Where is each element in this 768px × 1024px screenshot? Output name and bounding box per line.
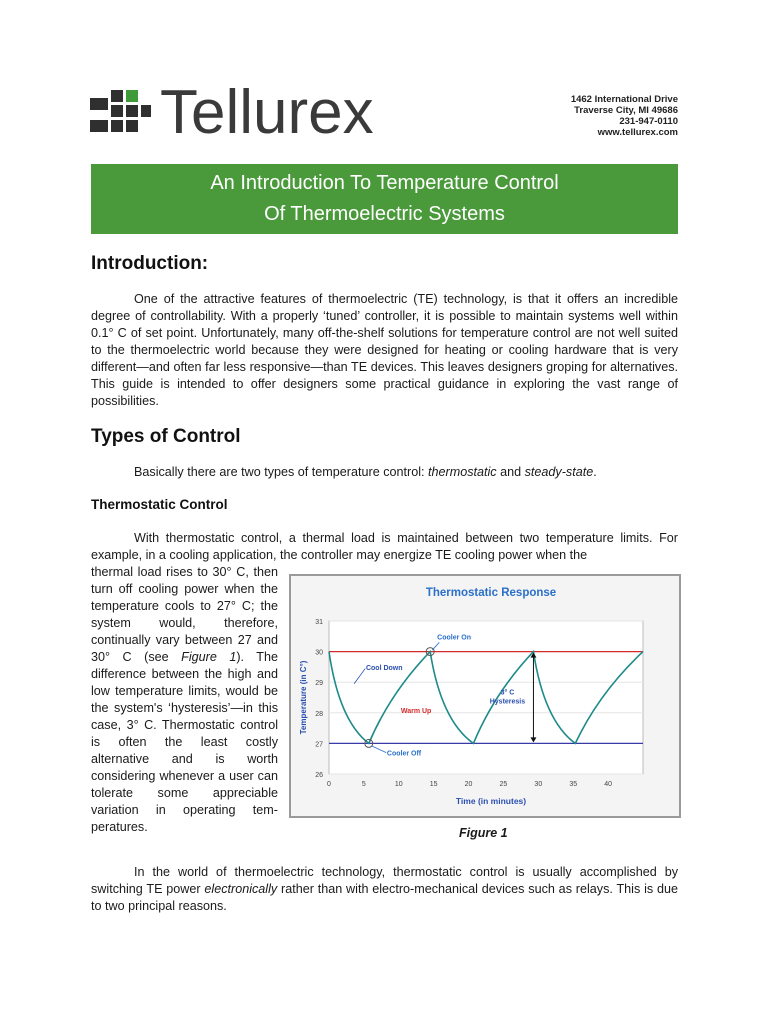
address-phone: 231-947-0110 <box>619 116 678 127</box>
closing-text-b: rather than with electro-mechanical devices such as relays. This is due to two principal reasons. <box>91 882 678 913</box>
intro-paragraph: One of the attractive features of thermoelectric (TE) technology, is that it offers an incredible degree of controllability. With a properly ‘tuned’ controller, it is possible to maintain systems well within 0.1° C of set point. Unfortunately, many off-the-shelf solutions for temperature control are not well suited to the thermoelectric world because they were designed for heating or cooling hardware that is very different—and often far less responsive—than TE devices. This leaves designers groping for alternatives. This guide is intended to offer designers some practical guidance in exploring the vast range of possibilities. <box>91 292 678 408</box>
chart-annotation: Warm Up <box>400 707 432 715</box>
x-tick-label: 30 <box>534 781 543 788</box>
x-axis-label: Time (in minutes) <box>455 796 527 806</box>
thermostatic-heading: Thermostatic Control <box>91 497 228 512</box>
wrap-text-a: thermal load rises to 30° C, then turn off cooling power when the temperature cools to 27° C; the system would, therefore, continually vary between 27 and 30° C (see <box>91 565 278 664</box>
x-tick-label: 35 <box>569 781 578 788</box>
types-paragraph <box>91 464 678 481</box>
x-tick-label: 10 <box>394 781 403 788</box>
figure-caption: Figure 1 <box>459 826 508 840</box>
chart-annotation: Hysteresis <box>489 698 526 706</box>
chart-annotation: 3° C <box>500 689 515 697</box>
types-end: . <box>593 465 597 479</box>
x-tick-label: 5 <box>361 781 366 788</box>
x-tick-label: 15 <box>429 781 438 788</box>
title-line-1: An Introduction To Temperature Control <box>210 172 559 194</box>
chart-annotation: Cooler Off <box>386 750 422 758</box>
term-steady-state: steady-state <box>524 465 594 479</box>
y-tick-label: 28 <box>315 710 323 718</box>
x-tick-label: 20 <box>464 781 473 788</box>
types-heading: Types of Control <box>91 426 241 447</box>
types-conj: and <box>496 465 525 479</box>
y-axis-label: Temperature (in C°) <box>299 660 308 735</box>
brand-name: Tellurex <box>160 78 374 147</box>
x-tick-label: 40 <box>604 781 613 788</box>
y-tick-label: 26 <box>315 772 323 779</box>
chart-annotation: Cool Down <box>365 664 403 672</box>
closing-paragraph <box>91 864 678 915</box>
thermostatic-paragraph: With thermostatic control, a thermal load is maintained between two temperature limits. For example, in a cooling application, the controller may energize TE cooling power when the <box>91 531 678 562</box>
figure-1-chart <box>289 574 681 818</box>
tellurex-logo <box>90 78 420 147</box>
intro-heading: Introduction: <box>91 253 209 274</box>
logo-grid-icon <box>90 90 152 140</box>
closing-text-a: In the world of thermoelectric technology, thermostatic control is usually accomplished by switching TE power <box>91 865 678 896</box>
x-tick-label: 25 <box>499 781 508 788</box>
chart-title: Thermostatic Response <box>425 587 557 599</box>
term-thermostatic: thermostatic <box>428 465 497 479</box>
thermostatic-response-chart <box>291 576 679 816</box>
address-website: www.tellurex.com <box>597 127 678 138</box>
thermostatic-wrap-paragraph <box>91 564 278 836</box>
closing-emphasis: electronically <box>204 882 278 896</box>
y-tick-label: 31 <box>315 619 323 626</box>
types-text: Basically there are two types of temperature control: <box>134 465 428 479</box>
title-banner <box>91 164 678 234</box>
title-line-2: Of Thermoelectric Systems <box>264 203 505 225</box>
address-city: Traverse City, MI 49686 <box>574 105 678 116</box>
company-address <box>571 94 678 138</box>
wrap-text-b: ). The difference between the high and low temperature limits, would be the system's ‘hysteresis’—in this case, 3° C. Thermostatic control is often the least costly alternative and is worth considering whenever a user can tolerate some appreciable variation in operating tem-peratures. <box>91 650 279 834</box>
chart-annotation: Cooler On <box>437 634 471 642</box>
y-tick-label: 30 <box>315 649 323 657</box>
address-street: 1462 International Drive <box>570 94 678 105</box>
x-tick-label: 0 <box>327 781 331 788</box>
figure-reference: Figure 1 <box>181 650 237 664</box>
y-tick-label: 27 <box>315 741 323 749</box>
y-tick-label: 29 <box>315 680 323 688</box>
plot-area <box>329 621 643 774</box>
